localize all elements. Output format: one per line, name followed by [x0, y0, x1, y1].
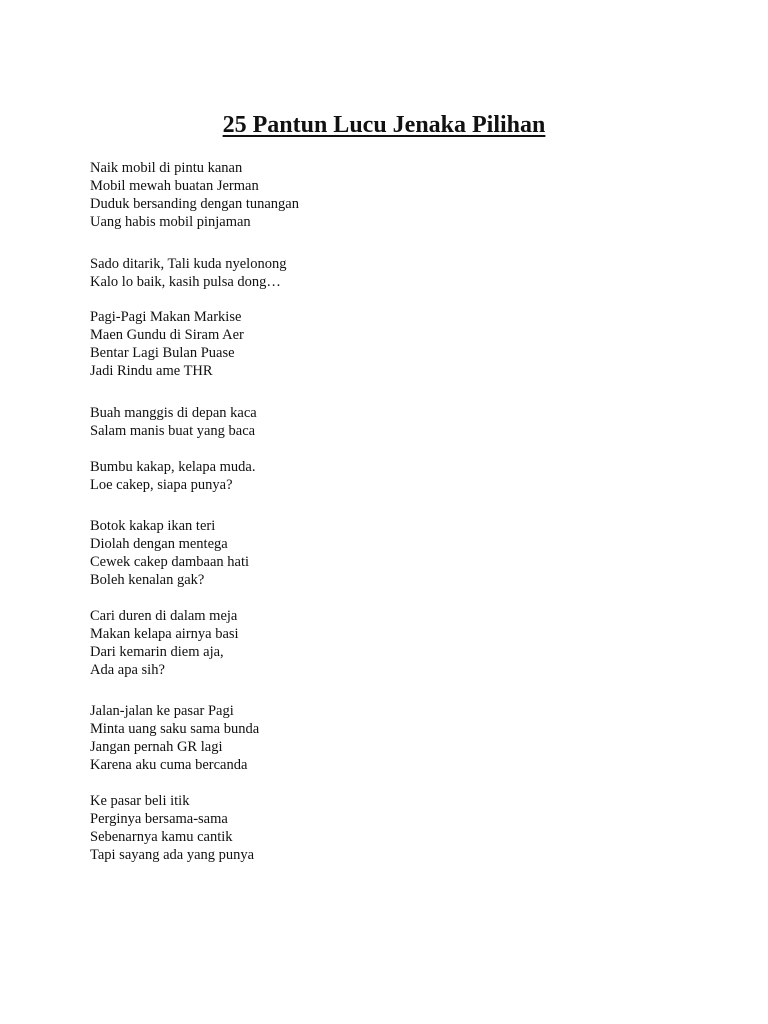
- stanza-line: Pagi-Pagi Makan Markise: [90, 309, 242, 325]
- stanza-line: Sado ditarik, Tali kuda nyelonong: [90, 256, 287, 272]
- stanza-line: Naik mobil di pintu kanan: [90, 160, 243, 176]
- stanza-line: Mobil mewah buatan Jerman: [90, 178, 259, 194]
- stanza-line: Botok kakap ikan teri: [90, 518, 216, 534]
- stanza-line: Boleh kenalan gak?: [90, 572, 205, 588]
- stanza-line: Bentar Lagi Bulan Puase: [90, 345, 235, 361]
- stanza-line: Makan kelapa airnya basi: [90, 626, 239, 642]
- stanza-line: Minta uang saku sama bunda: [90, 721, 260, 737]
- pantun-stanza: [90, 517, 690, 589]
- stanza-line: Ke pasar beli itik: [90, 793, 190, 809]
- pantun-stanza: [90, 607, 690, 679]
- stanza-line: Sebenarnya kamu cantik: [90, 829, 233, 845]
- pantun-stanza: [90, 792, 690, 864]
- stanza-line: Maen Gundu di Siram Aer: [90, 327, 244, 343]
- stanza-line: Perginya bersama-sama: [90, 811, 228, 827]
- document-title: 25 Pantun Lucu Jenaka Pilihan: [222, 112, 546, 138]
- stanza-line: Uang habis mobil pinjaman: [90, 214, 251, 230]
- pantun-stanza: [90, 458, 690, 494]
- stanza-line: Dari kemarin diem aja,: [90, 644, 224, 660]
- stanza-line: Cewek cakep dambaan hati: [90, 554, 250, 570]
- stanza-line: Bumbu kakap, kelapa muda.: [90, 459, 256, 475]
- stanza-line: Kalo lo baik, kasih pulsa dong…: [90, 274, 281, 290]
- pantun-stanza: [90, 702, 690, 774]
- stanza-line: Loe cakep, siapa punya?: [90, 477, 233, 493]
- pantun-stanza: [90, 159, 690, 231]
- pantun-stanza: [90, 404, 690, 440]
- pantun-stanza: [90, 308, 690, 380]
- stanza-line: Duduk bersanding dengan tunangan: [90, 196, 299, 212]
- stanza-line: Jadi Rindu ame THR: [90, 363, 213, 379]
- stanza-line: Diolah dengan mentega: [90, 536, 228, 552]
- pantun-stanza: [90, 255, 690, 291]
- stanza-line: Ada apa sih?: [90, 662, 165, 678]
- stanza-line: Karena aku cuma bercanda: [90, 757, 248, 773]
- stanza-line: Jalan-jalan ke pasar Pagi: [90, 703, 234, 719]
- stanza-line: Jangan pernah GR lagi: [90, 739, 223, 755]
- stanza-line: Buah manggis di depan kaca: [90, 405, 257, 421]
- stanza-line: Tapi sayang ada yang punya: [90, 847, 255, 863]
- stanza-line: Salam manis buat yang baca: [90, 423, 256, 439]
- stanza-line: Cari duren di dalam meja: [90, 608, 238, 624]
